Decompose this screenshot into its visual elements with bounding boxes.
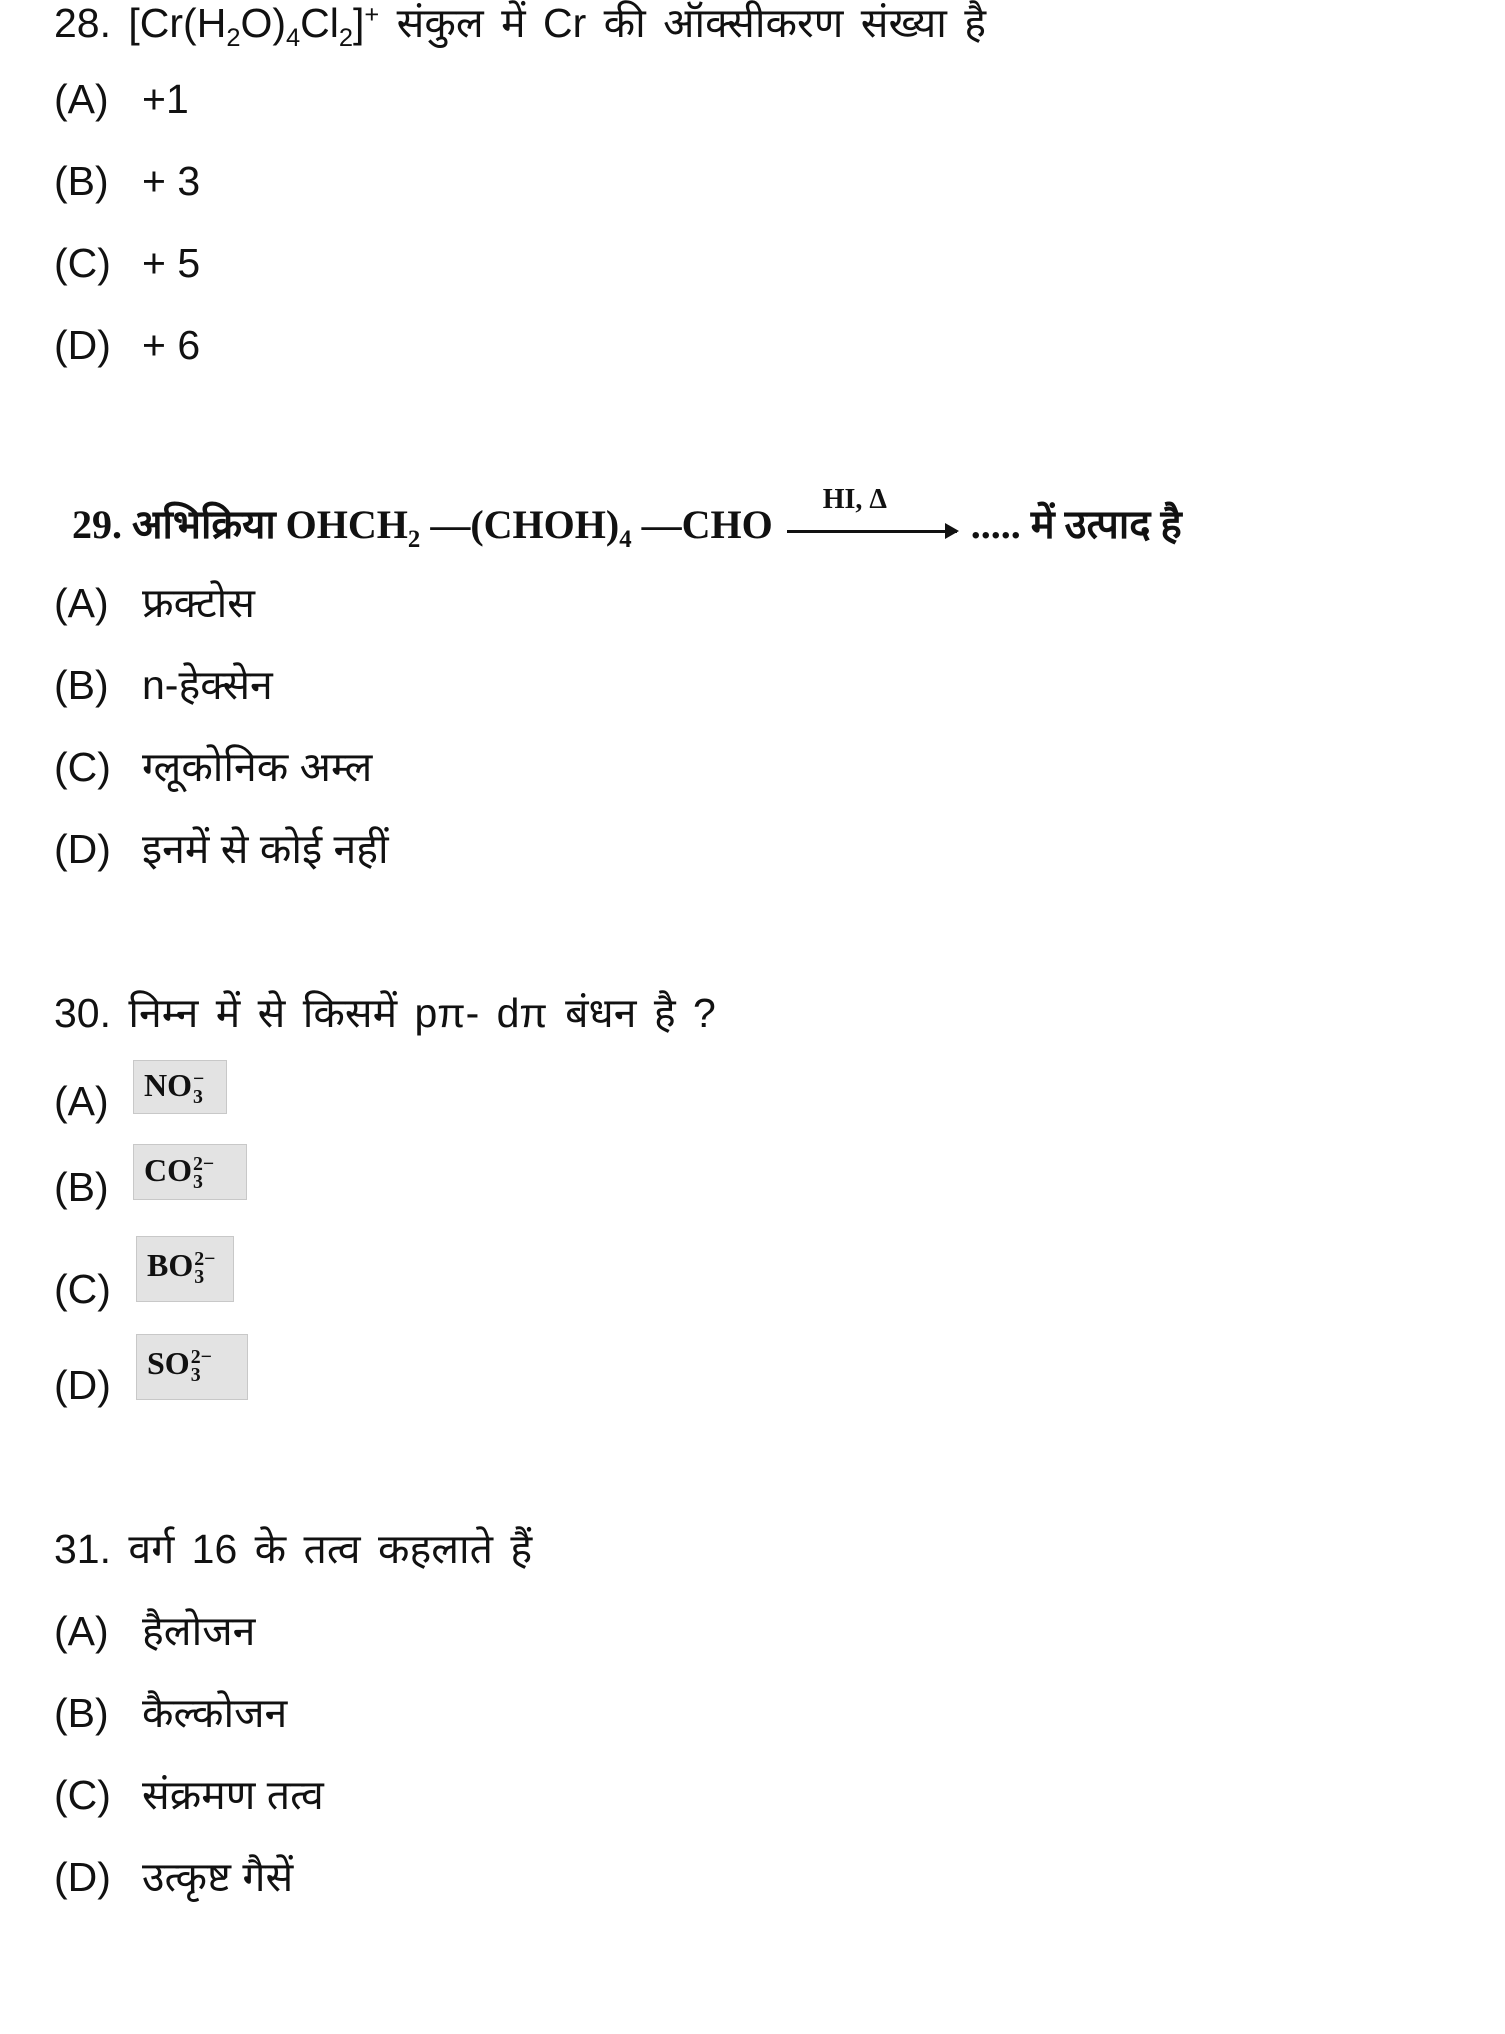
q31-option-d[interactable]: (D) उत्कृष्ट गैसें bbox=[54, 1854, 294, 1900]
q29-option-b[interactable]: (B) n-हेक्सेन bbox=[54, 662, 273, 708]
q30-option-c[interactable]: (C) bbox=[54, 1266, 111, 1312]
question-30-stem bbox=[54, 990, 716, 1037]
q29-option-a[interactable]: (A) फ्रक्टोस bbox=[54, 580, 255, 626]
question-number: 30. bbox=[54, 990, 111, 1036]
q30-formula-b: CO 2− 3 bbox=[133, 1144, 247, 1200]
reaction-arrow bbox=[787, 484, 957, 533]
question-28-stem bbox=[54, 0, 986, 53]
q29-option-c[interactable]: (C) ग्लूकोनिक अम्ल bbox=[54, 744, 373, 790]
question-text: वर्ग 16 के तत्व कहलाते हैं bbox=[128, 1526, 533, 1572]
q30-option-a[interactable]: (A) bbox=[54, 1078, 109, 1124]
q28-option-c[interactable]: (C) + 5 bbox=[54, 240, 201, 286]
q30-formula-a: NO − 3 bbox=[133, 1060, 227, 1114]
reaction-reactant: अभिक्रिया $OHCH_2$ $—(CHOH)_4$ —CHO bbox=[132, 502, 773, 553]
q28-option-b[interactable]: (B) + 3 bbox=[54, 158, 201, 204]
question-number: 29. bbox=[72, 502, 122, 547]
q28-option-a[interactable]: (A) +1 bbox=[54, 76, 189, 122]
q30-formula-d: SO 2− 3 bbox=[136, 1334, 248, 1400]
q28-option-d[interactable]: (D) + 6 bbox=[54, 322, 201, 368]
question-text: संकुल में Cr की ऑक्सीकरण संख्या है bbox=[396, 0, 987, 46]
question-text: ..... में उत्पाद है bbox=[970, 502, 1182, 547]
q30-option-b[interactable]: (B) bbox=[54, 1164, 109, 1210]
question-number: 28. bbox=[54, 0, 111, 46]
q30-formula-c: BO 2− 3 bbox=[136, 1236, 234, 1302]
q31-option-c[interactable]: (C) संक्रमण तत्व bbox=[54, 1772, 324, 1818]
question-text: निम्न में से किसमें pπ- dπ बंधन है ? bbox=[128, 990, 716, 1036]
arrow-icon bbox=[787, 530, 957, 533]
question-number: 31. bbox=[54, 1526, 111, 1572]
reaction-condition: HI, Δ bbox=[822, 484, 887, 516]
q31-option-b[interactable]: (B) कैल्कोजन bbox=[54, 1690, 288, 1736]
q31-option-a[interactable]: (A) हैलोजन bbox=[54, 1608, 256, 1654]
complex-formula: $[Cr(H_2O)_4Cl_2]^+$ bbox=[128, 0, 380, 53]
question-31-stem bbox=[54, 1526, 532, 1573]
question-29-stem bbox=[54, 484, 1182, 555]
q29-option-d[interactable]: (D) इनमें से कोई नहीं bbox=[54, 826, 389, 872]
q30-option-d[interactable]: (D) bbox=[54, 1362, 111, 1408]
